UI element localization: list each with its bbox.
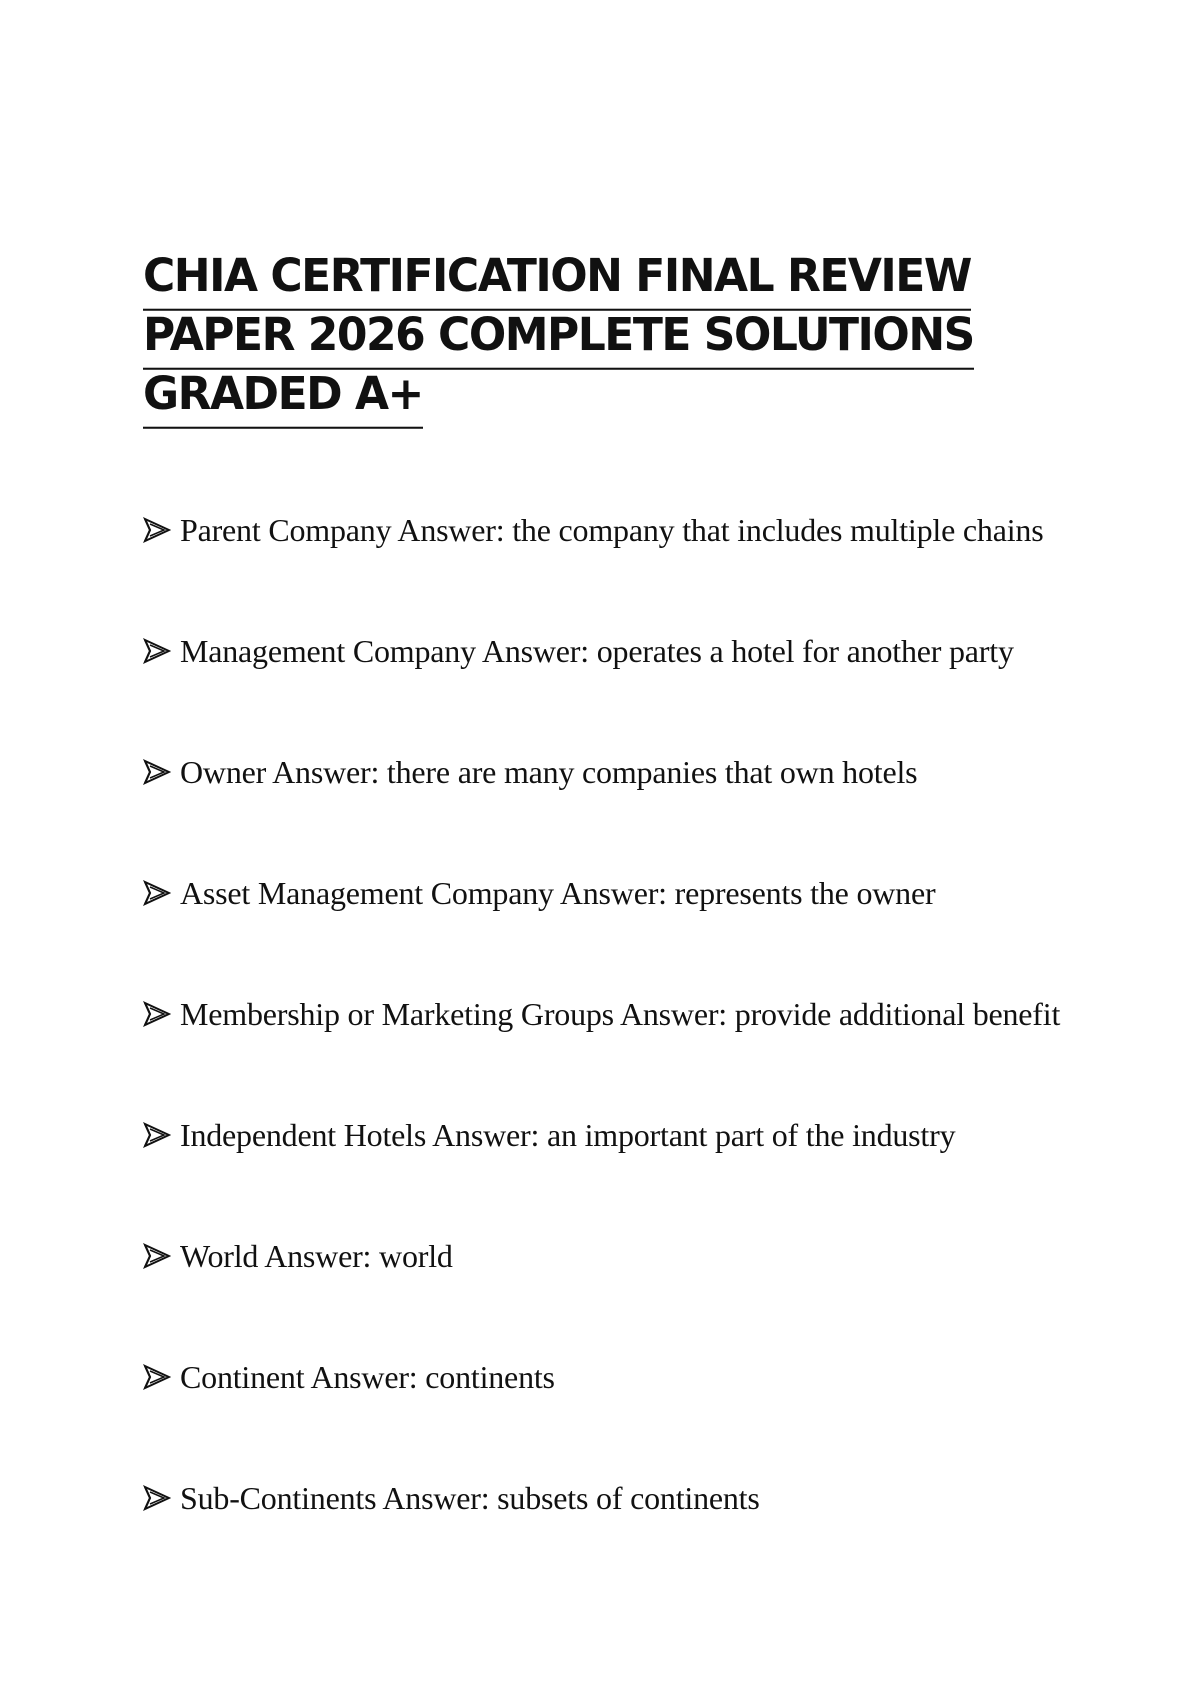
list-item-text: Asset Management Company Answer: represents the owner (180, 875, 936, 911)
list-item (143, 994, 1143, 1115)
list-item-text: Membership or Marketing Groups Answer: provide additional benefit (180, 996, 1061, 1032)
arrowhead-bullet-icon (143, 873, 171, 913)
arrowhead-bullet-icon (143, 752, 171, 792)
list-item (143, 1357, 1143, 1478)
title-line-1: CHIA CERTIFICATION FINAL REVIEW (143, 250, 971, 311)
list-item (143, 752, 1143, 873)
list-item (143, 1236, 1143, 1357)
arrowhead-bullet-icon (143, 1478, 171, 1518)
list-item-text: Parent Company Answer: the company that includes multiple chains (180, 512, 1044, 548)
title-line-3: GRADED A+ (143, 368, 423, 429)
arrowhead-bullet-icon (143, 1115, 171, 1155)
list-item (143, 510, 1143, 631)
list-item (143, 1115, 1143, 1236)
list-item-text: Owner Answer: there are many companies that own hotels (180, 754, 918, 790)
arrowhead-bullet-icon (143, 631, 171, 671)
arrowhead-bullet-icon (143, 1357, 171, 1397)
list-item-text: Continent Answer: continents (180, 1359, 555, 1395)
list-item-text: Independent Hotels Answer: an important part of the industry (180, 1117, 956, 1153)
arrowhead-bullet-icon (143, 994, 171, 1034)
list-item (143, 1478, 1143, 1599)
arrowhead-bullet-icon (143, 510, 171, 550)
list-item-text: Management Company Answer: operates a hotel for another party (180, 633, 1014, 669)
question-answer-list (143, 510, 1143, 1599)
title-line-2: PAPER 2026 COMPLETE SOLUTIONS (143, 309, 974, 370)
document-title (143, 250, 1043, 427)
arrowhead-bullet-icon (143, 1236, 171, 1276)
list-item-text: World Answer: world (180, 1238, 453, 1274)
list-item (143, 631, 1143, 752)
list-item (143, 873, 1143, 994)
list-item-text: Sub-Continents Answer: subsets of continents (180, 1480, 760, 1516)
